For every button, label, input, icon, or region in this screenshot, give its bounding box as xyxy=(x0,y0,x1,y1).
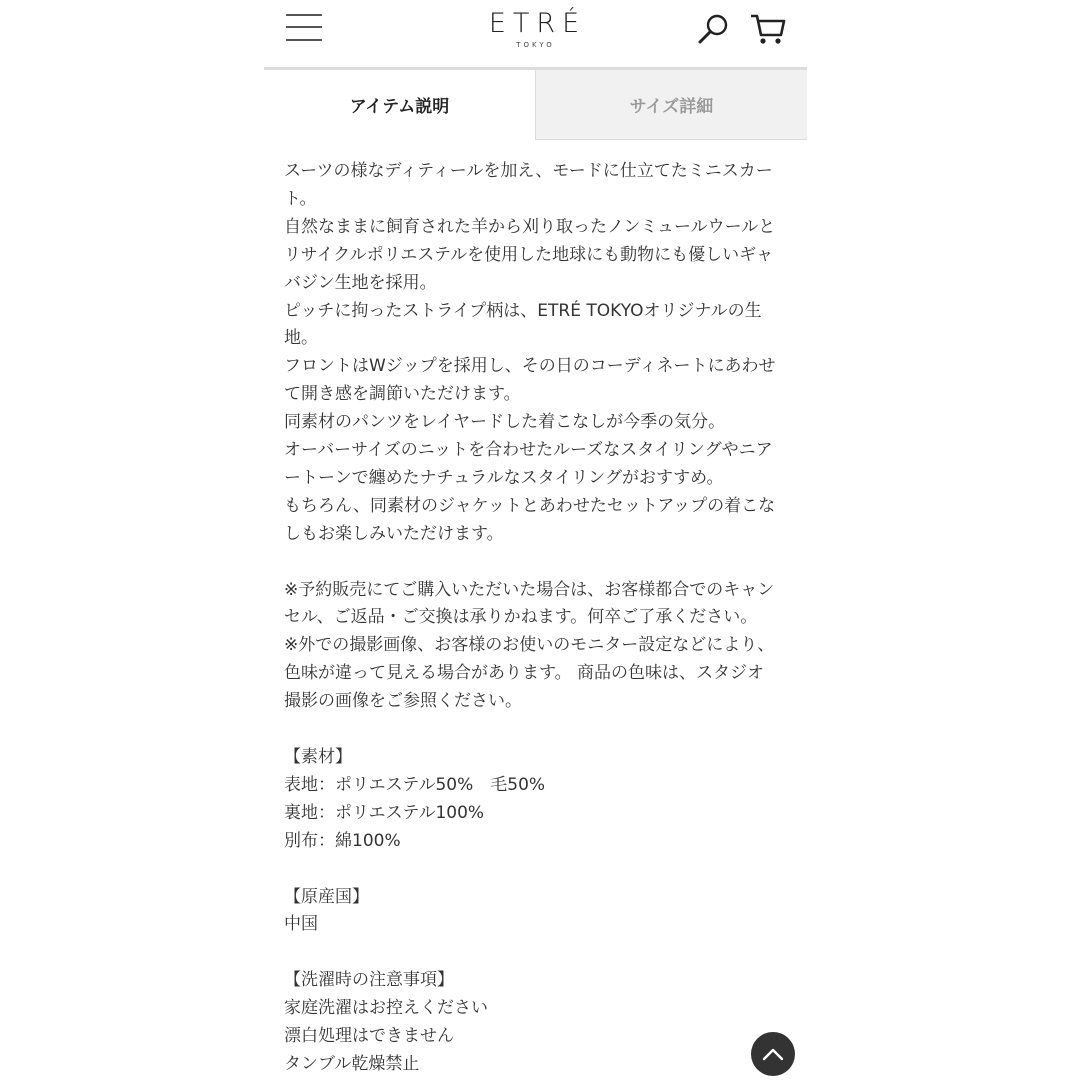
cart-icon[interactable] xyxy=(749,12,789,46)
notes-line: ※予約販売にてご購入いただいた場合は、お客様都合でのキャン xyxy=(284,579,775,600)
description-line: フロントはWジップを採用し、その日のコーディネートにあわせ xyxy=(284,356,776,377)
tab-item-description[interactable]: アイテム説明 xyxy=(264,70,535,139)
notes-line: セル、ご返品・ご交換は承りかねます。何卒ご了承ください。 xyxy=(284,607,758,628)
material-line: 裏地：ポリエステル100% xyxy=(284,802,485,823)
description-line: バジン生地を採用。 xyxy=(284,272,437,293)
description-line: オーバーサイズのニットを合わせたルーズなスタイリングやニア xyxy=(284,440,773,461)
logo-main: ETRÉ xyxy=(488,8,587,39)
material-heading: 【素材】 xyxy=(284,747,352,767)
description-line: ートーンで纏めたナチュラルなスタイリングがおすすめ。 xyxy=(284,467,724,488)
description-line: もちろん、同素材のジャケットとあわせたセットアップの着こな xyxy=(284,495,776,516)
notes-line: 色味が違って見える場合があります。 商品の色味は、スタジオ xyxy=(284,663,765,684)
search-icon[interactable] xyxy=(697,12,731,46)
description-line: て開き感を調節いただけます。 xyxy=(284,384,521,405)
description-line: 自然なままに飼育された羊から刈り取ったノンミュールウールと xyxy=(284,216,776,237)
origin-heading: 【原産国】 xyxy=(284,886,369,907)
description-line: 同素材のパンツをレイヤードした着こなしが今季の気分。 xyxy=(284,412,726,433)
site-header xyxy=(264,0,807,67)
description-line: 地。 xyxy=(284,328,318,349)
item-description xyxy=(284,158,794,1079)
page-frame xyxy=(264,0,807,1080)
back-to-top-button[interactable] xyxy=(751,1032,795,1076)
hamburger-icon[interactable] xyxy=(286,12,322,42)
description-line: スーツの様なディティールを加え、モードに仕立てたミニスカー xyxy=(284,161,773,181)
material-line: 表地：ポリエステル50% 毛50% xyxy=(284,774,546,795)
material-line: 別布：綿100% xyxy=(284,830,401,851)
description-line: ト。 xyxy=(284,188,317,209)
tab-size-details[interactable]: サイズ詳細 xyxy=(535,70,807,140)
tab-bar xyxy=(264,70,807,140)
care-heading: 【洗濯時の注意事項】 xyxy=(284,970,454,991)
chevron-up-icon xyxy=(762,1047,784,1061)
description-line: ピッチに拘ったストライプ柄は、ETRÉ TOKYOオリジナルの生 xyxy=(284,300,762,321)
description-line: リサイクルポリエステルを使用した地球にも動物にも優しいギャ xyxy=(284,244,774,265)
care-line: 漂白処理はできません xyxy=(284,1026,454,1047)
origin-value: 中国 xyxy=(284,914,318,935)
logo-sub: TOKYO xyxy=(516,41,555,49)
care-line: 家庭洗濯はお控えください xyxy=(284,998,488,1019)
notes-line: 撮影の画像をご参照ください。 xyxy=(284,691,522,712)
care-line: タンブル乾燥禁止 xyxy=(284,1053,420,1074)
description-line: しもお楽しみいただけます。 xyxy=(284,523,504,544)
logo[interactable] xyxy=(459,8,609,49)
notes-line: ※外での撮影画像、お客様のお使いのモニター設定などにより、 xyxy=(284,635,775,656)
